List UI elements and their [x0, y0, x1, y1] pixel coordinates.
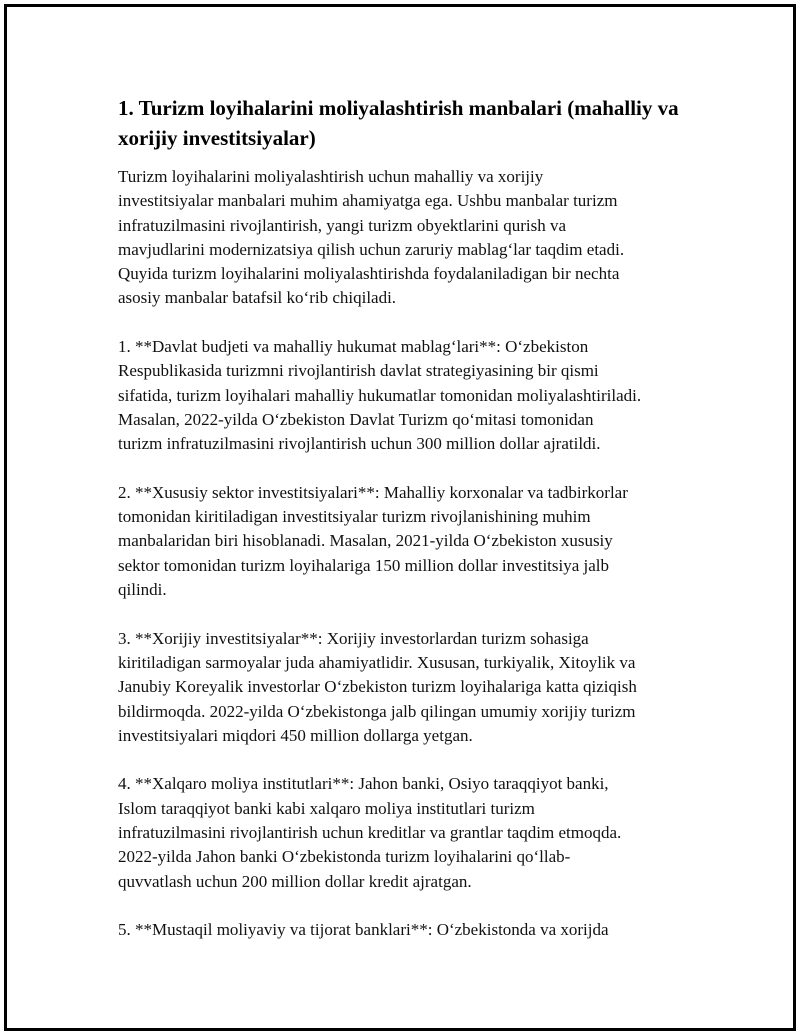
text-line: Masalan, 2022-yilda O‘zbekiston Davlat Turizm qo‘mitasi tomonidan — [118, 409, 594, 429]
text-line: asosiy manbalar batafsil ko‘rib chiqiladi. — [118, 288, 397, 308]
text-line: 2. **Xususiy sektor investitsiyalari**: Mahalliy korxonalar va tadbirkorlar — [118, 482, 628, 502]
heading-line: xorijiy investitsiyalar) — [118, 126, 316, 150]
text-line: tomonidan kiritiladigan investitsiyalar turizm rivojlanishining muhim — [118, 507, 591, 527]
text-line: investitsiyalar manbalari muhim ahamiyatga ega. Ushbu manbalar turizm — [118, 191, 618, 211]
text-line: turizm infratuzilmasini rivojlantirish uchun 300 million dollar ajratildi. — [118, 434, 601, 454]
text-line: 3. **Xorijiy investitsiyalar**: Xorijiy investorlardan turizm sohasiga — [118, 628, 589, 648]
text-line: infratuzilmasini rivojlantirish uchun kreditlar va grantlar taqdim etmoqda. — [118, 823, 622, 843]
text-line: investitsiyalari miqdori 450 million dollarga yetgan. — [118, 725, 473, 745]
text-line: manbalaridan biri hisoblanadi. Masalan, 2021-yilda O‘zbekiston xususiy — [118, 531, 613, 551]
text-line: 1. **Davlat budjeti va mahalliy hukumat mablag‘lari**: O‘zbekiston — [118, 337, 589, 357]
text-line: Respublikasida turizmni rivojlantirish davlat strategiyasining bir qismi — [118, 361, 599, 381]
text-line: Quyida turizm loyihalarini moliyalashtirishda foydalaniladigan bir nechta — [118, 264, 620, 284]
intro-paragraph — [118, 165, 698, 311]
text-line: bildirmoqda. 2022-yilda O‘zbekistonga jalb qilingan umumiy xorijiy turizm — [118, 701, 636, 721]
list-item-paragraph — [118, 627, 698, 748]
heading-line: 1. Turizm loyihalarini moliyalashtirish manbalari (mahalliy va — [118, 96, 679, 120]
text-line: Turizm loyihalarini moliyalashtirish uchun mahalliy va xorijiy — [118, 167, 544, 186]
text-line: sektor tomonidan turizm loyihalariga 150 million dollar investitsiya jalb — [118, 555, 610, 575]
text-line: 4. **Xalqaro moliya institutlari**: Jahon banki, Osiyo taraqqiyot banki, — [118, 774, 609, 794]
list-item-paragraph — [118, 335, 698, 456]
text-line: quvvatlash uchun 200 million dollar kredit ajratgan. — [118, 871, 472, 891]
text-line: 2022-yilda Jahon banki O‘zbekistonda turizm loyihalarini qo‘llab- — [118, 847, 571, 867]
list-item-paragraph — [118, 918, 698, 942]
text-line: 5. **Mustaqil moliyaviy va tijorat banklari**: O‘zbekistonda va xorijda — [118, 920, 609, 940]
text-line: Janubiy Koreyalik investorlar O‘zbekiston turizm loyihalariga katta qiziqish — [118, 677, 637, 697]
page-frame — [4, 4, 796, 1031]
text-line: Islom taraqqiyot banki kabi xalqaro moliya institutlari turizm — [118, 798, 535, 818]
text-line: infratuzilmasini rivojlantirish, yangi turizm obyektlarini qurish va — [118, 215, 567, 235]
list-item-paragraph — [118, 772, 698, 893]
document-body — [118, 93, 698, 967]
list-item-paragraph — [118, 481, 698, 602]
text-line: mavjudlarini modernizatsiya qilish uchun zaruriy mablag‘lar taqdim etadi. — [118, 239, 625, 259]
text-line: sifatida, turizm loyihalari mahalliy hukumatlar tomonidan moliyalashtiriladi. — [118, 385, 642, 405]
text-line: kiritiladigan sarmoyalar juda ahamiyatlidir. Xususan, turkiyalik, Xitoylik va — [118, 652, 636, 672]
text-line: qilindi. — [118, 580, 167, 600]
section-heading — [118, 93, 698, 153]
